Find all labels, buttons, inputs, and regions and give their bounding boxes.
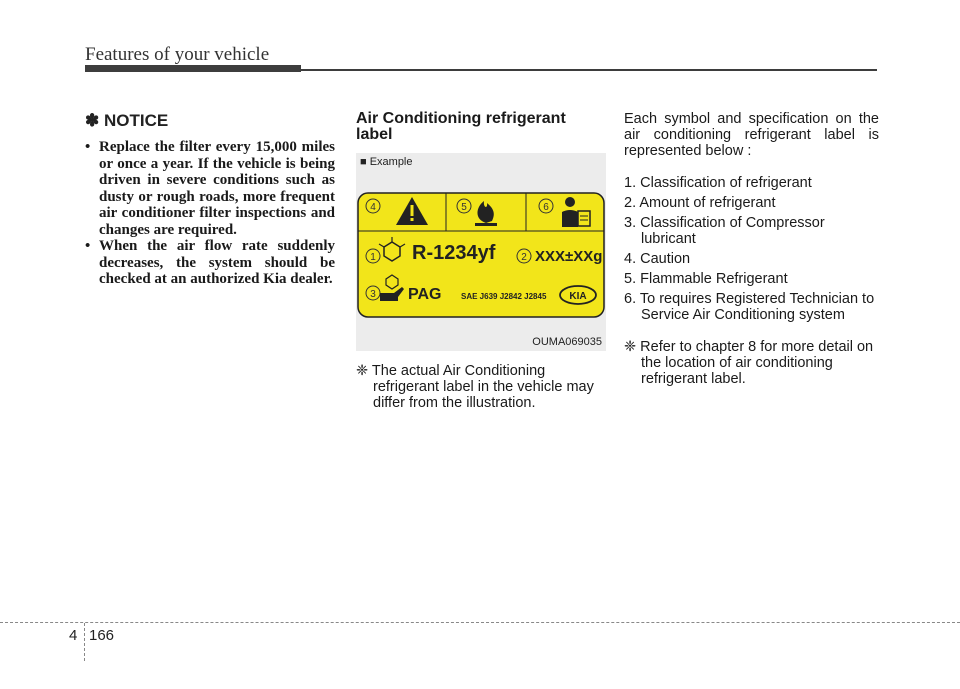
figure-note: ❈ The actual Air Conditioning refrigerant label in the vehicle may differ from the illustration.	[356, 363, 594, 411]
label-column	[356, 111, 606, 411]
svg-text:3: 3	[370, 289, 376, 300]
notice-item	[85, 238, 335, 288]
list-item: 5. Flammable Refrigerant	[624, 271, 788, 287]
svg-text:6: 6	[543, 202, 549, 213]
chapter-reference-note: ❈ Refer to chapter 8 for more detail on the location of air conditioning refrigerant label.	[624, 339, 874, 387]
notice-list	[85, 139, 335, 288]
list-item: 2. Amount of refrigerant	[624, 195, 776, 211]
list-item: 4. Caution	[624, 251, 691, 267]
lubricant-type: PAG	[408, 286, 442, 303]
refrigerant-type: R-1234yf	[412, 242, 496, 264]
notice-item	[85, 139, 335, 238]
refrigerant-label-illustration	[356, 175, 606, 323]
notice-item-text: When the air flow rate suddenly decreases, the system should be checked at an authorized Kia dealer.	[99, 238, 335, 287]
notice-title: ✽ NOTICE	[85, 111, 169, 130]
svg-text:5: 5	[461, 202, 467, 213]
header-rule-thick	[85, 65, 301, 72]
symbols-list	[624, 175, 879, 323]
bullet: •	[85, 139, 91, 155]
svg-text:2: 2	[521, 252, 527, 263]
section-title: Air Conditioning refrigerant label	[356, 110, 566, 143]
list-item: 1. Classification of refrigerant	[624, 175, 812, 191]
svg-text:4: 4	[370, 202, 376, 213]
svg-text:1: 1	[370, 252, 376, 263]
footer-rule	[0, 622, 960, 623]
label-figure	[356, 153, 606, 351]
svg-text:KIA: KIA	[569, 291, 587, 302]
example-tag: ■ Example	[360, 156, 413, 168]
symbols-intro: Each symbol and specification on the air conditioning refrigerant label is represented below :	[624, 111, 879, 159]
notice-item-text: Replace the filter every 15,000 miles or once a year. If the vehicle is being driven in severe conditions such as dusty or rough roads, more frequent air conditioner filter inspections and changes are required.	[99, 139, 335, 238]
notice-column	[85, 111, 335, 288]
figure-code: OUMA069035	[532, 336, 602, 348]
list-item: 6. To requires Registered Technician to Service Air Conditioning system	[624, 291, 875, 323]
page-number: 166	[89, 627, 115, 644]
header-rule-thin	[301, 69, 877, 71]
refrigerant-amount: XXX±XXg	[535, 248, 603, 265]
footer-separator	[84, 623, 86, 661]
page-header-title: Features of your vehicle	[85, 44, 270, 65]
bullet: •	[85, 238, 91, 254]
sae-standards: SAE J639 J2842 J2845	[461, 292, 547, 301]
chapter-number: 4	[69, 627, 78, 644]
list-item: 3. Classification of Compressor lubricant	[624, 215, 825, 247]
symbols-column	[624, 111, 879, 387]
